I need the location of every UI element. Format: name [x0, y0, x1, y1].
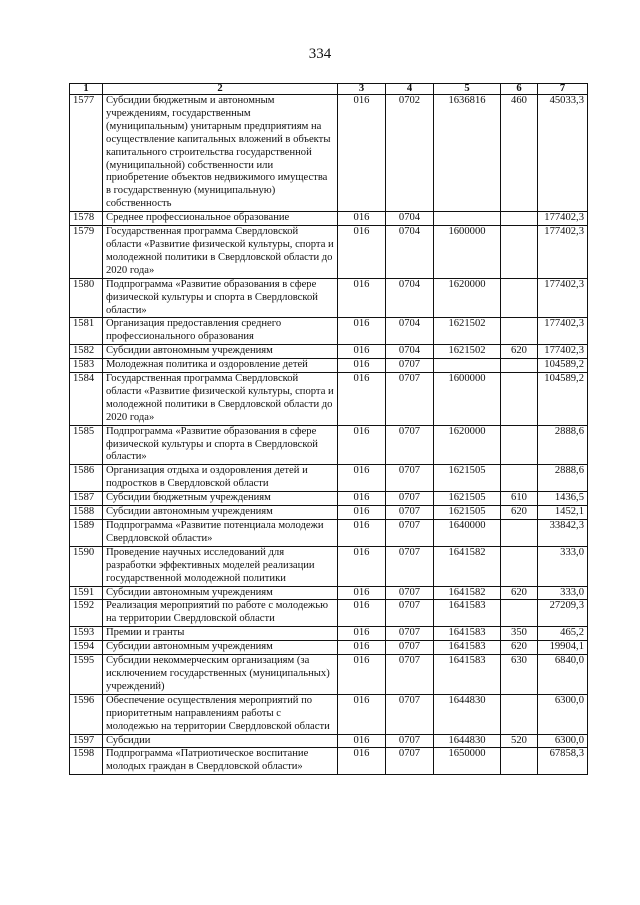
row-number-cell: 1577	[70, 95, 103, 212]
col-header-2: 2	[103, 84, 338, 95]
amount-cell: 27209,3	[538, 600, 588, 627]
item-name-cell: Государственная программа Свердловской области «Развитие физической культуры, спорта и молодежной политики в Свердловской области до 2020 года»	[103, 373, 338, 426]
expense-type-cell: 520	[501, 734, 538, 748]
expense-type-cell: 620	[501, 506, 538, 520]
row-number-cell: 1578	[70, 212, 103, 226]
expense-type-cell: 620	[501, 641, 538, 655]
amount-cell: 1452,1	[538, 506, 588, 520]
row-number-cell: 1586	[70, 465, 103, 492]
row-number-cell: 1584	[70, 373, 103, 426]
row-number-cell: 1594	[70, 641, 103, 655]
target-code-cell: 1644830	[434, 694, 501, 734]
row-number-cell: 1593	[70, 627, 103, 641]
expense-type-cell: 610	[501, 492, 538, 506]
table-row	[70, 226, 588, 279]
row-number-cell: 1596	[70, 694, 103, 734]
amount-cell: 33842,3	[538, 520, 588, 547]
table-row	[70, 425, 588, 465]
grbs-code-cell: 016	[338, 586, 386, 600]
expense-type-cell: 620	[501, 345, 538, 359]
amount-cell: 45033,3	[538, 95, 588, 212]
row-number-cell: 1590	[70, 546, 103, 586]
expense-type-cell	[501, 520, 538, 547]
expense-type-cell	[501, 373, 538, 426]
row-number-cell: 1581	[70, 318, 103, 345]
expense-type-cell: 350	[501, 627, 538, 641]
item-name-cell: Молодежная политика и оздоровление детей	[103, 359, 338, 373]
header-row	[70, 84, 588, 95]
target-code-cell: 1600000	[434, 373, 501, 426]
section-code-cell: 0704	[386, 318, 434, 345]
amount-cell: 104589,2	[538, 359, 588, 373]
table-row	[70, 655, 588, 695]
target-code-cell: 1621505	[434, 506, 501, 520]
amount-cell: 177402,3	[538, 212, 588, 226]
item-name-cell: Субсидии автономным учреждениям	[103, 586, 338, 600]
grbs-code-cell: 016	[338, 627, 386, 641]
amount-cell: 67858,3	[538, 748, 588, 775]
section-code-cell: 0707	[386, 546, 434, 586]
grbs-code-cell: 016	[338, 212, 386, 226]
expense-type-cell	[501, 212, 538, 226]
target-code-cell	[434, 212, 501, 226]
grbs-code-cell: 016	[338, 748, 386, 775]
target-code-cell: 1641583	[434, 641, 501, 655]
expense-type-cell	[501, 600, 538, 627]
grbs-code-cell: 016	[338, 520, 386, 547]
expense-type-cell	[501, 226, 538, 279]
row-number-cell: 1589	[70, 520, 103, 547]
amount-cell: 177402,3	[538, 226, 588, 279]
target-code-cell: 1641583	[434, 655, 501, 695]
section-code-cell: 0707	[386, 641, 434, 655]
amount-cell: 465,2	[538, 627, 588, 641]
table-row	[70, 318, 588, 345]
item-name-cell: Подпрограмма «Патриотическое воспитание молодых граждан в Свердловской области»	[103, 748, 338, 775]
row-number-cell: 1583	[70, 359, 103, 373]
row-number-cell: 1579	[70, 226, 103, 279]
target-code-cell: 1620000	[434, 278, 501, 318]
table-row	[70, 95, 588, 212]
target-code-cell: 1621502	[434, 345, 501, 359]
amount-cell: 177402,3	[538, 278, 588, 318]
grbs-code-cell: 016	[338, 734, 386, 748]
section-code-cell: 0707	[386, 492, 434, 506]
item-name-cell: Среднее профессиональное образование	[103, 212, 338, 226]
col-header-6: 6	[501, 84, 538, 95]
target-code-cell: 1641583	[434, 600, 501, 627]
target-code-cell: 1640000	[434, 520, 501, 547]
item-name-cell: Подпрограмма «Развитие образования в сфере физической культуры и спорта в Свердловской области»	[103, 425, 338, 465]
item-name-cell: Субсидии бюджетным и автономным учреждениям, государственным (муниципальным) унитарным предприятиям на осуществление капитальных вложений в объекты капитального строительства государственной (муниципальной) собственности или приобретение объектов недвижимого имущества в государственную (муниципальную) собственность	[103, 95, 338, 212]
amount-cell: 333,0	[538, 586, 588, 600]
item-name-cell: Организация предоставления среднего профессионального образования	[103, 318, 338, 345]
target-code-cell	[434, 359, 501, 373]
section-code-cell: 0707	[386, 734, 434, 748]
grbs-code-cell: 016	[338, 506, 386, 520]
grbs-code-cell: 016	[338, 318, 386, 345]
item-name-cell: Субсидии некоммерческим организациям (за исключением государственных (муниципальных) учреждений)	[103, 655, 338, 695]
item-name-cell: Проведение научных исследований для разработки эффективных моделей реализации государственной молодежной политики	[103, 546, 338, 586]
item-name-cell: Субсидии автономным учреждениям	[103, 641, 338, 655]
amount-cell: 6840,0	[538, 655, 588, 695]
target-code-cell: 1641582	[434, 586, 501, 600]
expense-type-cell	[501, 748, 538, 775]
section-code-cell: 0702	[386, 95, 434, 212]
section-code-cell: 0707	[386, 627, 434, 641]
item-name-cell: Обеспечение осуществления мероприятий по приоритетным направлениям работы с молодежью на территории Свердловской области	[103, 694, 338, 734]
table-row	[70, 586, 588, 600]
row-number-cell: 1591	[70, 586, 103, 600]
section-code-cell: 0707	[386, 506, 434, 520]
row-number-cell: 1588	[70, 506, 103, 520]
section-code-cell: 0707	[386, 373, 434, 426]
grbs-code-cell: 016	[338, 546, 386, 586]
table-row	[70, 546, 588, 586]
table-row	[70, 734, 588, 748]
target-code-cell: 1600000	[434, 226, 501, 279]
section-code-cell: 0707	[386, 425, 434, 465]
expense-type-cell: 620	[501, 586, 538, 600]
grbs-code-cell: 016	[338, 278, 386, 318]
item-name-cell: Субсидии автономным учреждениям	[103, 506, 338, 520]
row-number-cell: 1598	[70, 748, 103, 775]
budget-table	[69, 83, 588, 775]
section-code-cell: 0707	[386, 600, 434, 627]
col-header-7: 7	[538, 84, 588, 95]
table-row	[70, 506, 588, 520]
item-name-cell: Организация отдыха и оздоровления детей и подростков в Свердловской области	[103, 465, 338, 492]
section-code-cell: 0707	[386, 655, 434, 695]
grbs-code-cell: 016	[338, 425, 386, 465]
table-row	[70, 359, 588, 373]
expense-type-cell	[501, 546, 538, 586]
expense-type-cell	[501, 425, 538, 465]
table-row	[70, 278, 588, 318]
grbs-code-cell: 016	[338, 465, 386, 492]
table-row	[70, 641, 588, 655]
item-name-cell: Субсидии автономным учреждениям	[103, 345, 338, 359]
target-code-cell: 1621505	[434, 465, 501, 492]
row-number-cell: 1580	[70, 278, 103, 318]
amount-cell: 177402,3	[538, 345, 588, 359]
section-code-cell: 0707	[386, 465, 434, 492]
section-code-cell: 0707	[386, 359, 434, 373]
amount-cell: 104589,2	[538, 373, 588, 426]
table-row	[70, 492, 588, 506]
expense-type-cell	[501, 694, 538, 734]
target-code-cell: 1621505	[434, 492, 501, 506]
grbs-code-cell: 016	[338, 95, 386, 212]
amount-cell: 1436,5	[538, 492, 588, 506]
item-name-cell: Государственная программа Свердловской области «Развитие физической культуры, спорта и молодежной политики в Свердловской области до 2020 года»	[103, 226, 338, 279]
grbs-code-cell: 016	[338, 345, 386, 359]
target-code-cell: 1636816	[434, 95, 501, 212]
amount-cell: 2888,6	[538, 465, 588, 492]
grbs-code-cell: 016	[338, 359, 386, 373]
table-row	[70, 345, 588, 359]
grbs-code-cell: 016	[338, 641, 386, 655]
expense-type-cell	[501, 359, 538, 373]
section-code-cell: 0707	[386, 748, 434, 775]
target-code-cell: 1641582	[434, 546, 501, 586]
item-name-cell: Субсидии	[103, 734, 338, 748]
table-row	[70, 694, 588, 734]
col-header-3: 3	[338, 84, 386, 95]
table-row	[70, 520, 588, 547]
row-number-cell: 1595	[70, 655, 103, 695]
row-number-cell: 1582	[70, 345, 103, 359]
amount-cell: 6300,0	[538, 694, 588, 734]
table-row	[70, 627, 588, 641]
grbs-code-cell: 016	[338, 600, 386, 627]
amount-cell: 333,0	[538, 546, 588, 586]
expense-type-cell	[501, 465, 538, 492]
table-row	[70, 465, 588, 492]
grbs-code-cell: 016	[338, 694, 386, 734]
section-code-cell: 0707	[386, 520, 434, 547]
col-header-1: 1	[70, 84, 103, 95]
grbs-code-cell: 016	[338, 373, 386, 426]
expense-type-cell	[501, 278, 538, 318]
col-header-5: 5	[434, 84, 501, 95]
item-name-cell: Подпрограмма «Развитие потенциала молодежи Свердловской области»	[103, 520, 338, 547]
target-code-cell: 1620000	[434, 425, 501, 465]
expense-type-cell: 630	[501, 655, 538, 695]
section-code-cell: 0707	[386, 694, 434, 734]
section-code-cell: 0704	[386, 212, 434, 226]
item-name-cell: Реализация мероприятий по работе с молодежью на территории Свердловской области	[103, 600, 338, 627]
target-code-cell: 1621502	[434, 318, 501, 345]
amount-cell: 6300,0	[538, 734, 588, 748]
grbs-code-cell: 016	[338, 655, 386, 695]
table-row	[70, 373, 588, 426]
page-number: 334	[308, 46, 332, 62]
section-code-cell: 0704	[386, 226, 434, 279]
grbs-code-cell: 016	[338, 226, 386, 279]
section-code-cell: 0707	[386, 586, 434, 600]
expense-type-cell: 460	[501, 95, 538, 212]
section-code-cell: 0704	[386, 278, 434, 318]
table-body	[70, 95, 588, 775]
target-code-cell: 1644830	[434, 734, 501, 748]
section-code-cell: 0704	[386, 345, 434, 359]
row-number-cell: 1597	[70, 734, 103, 748]
expense-type-cell	[501, 318, 538, 345]
table-row	[70, 212, 588, 226]
row-number-cell: 1592	[70, 600, 103, 627]
amount-cell: 19904,1	[538, 641, 588, 655]
target-code-cell: 1650000	[434, 748, 501, 775]
table-row	[70, 600, 588, 627]
col-header-4: 4	[386, 84, 434, 95]
grbs-code-cell: 016	[338, 492, 386, 506]
amount-cell: 2888,6	[538, 425, 588, 465]
row-number-cell: 1585	[70, 425, 103, 465]
amount-cell: 177402,3	[538, 318, 588, 345]
item-name-cell: Подпрограмма «Развитие образования в сфере физической культуры и спорта в Свердловской области»	[103, 278, 338, 318]
item-name-cell: Премии и гранты	[103, 627, 338, 641]
table-row	[70, 748, 588, 775]
row-number-cell: 1587	[70, 492, 103, 506]
item-name-cell: Субсидии бюджетным учреждениям	[103, 492, 338, 506]
target-code-cell: 1641583	[434, 627, 501, 641]
